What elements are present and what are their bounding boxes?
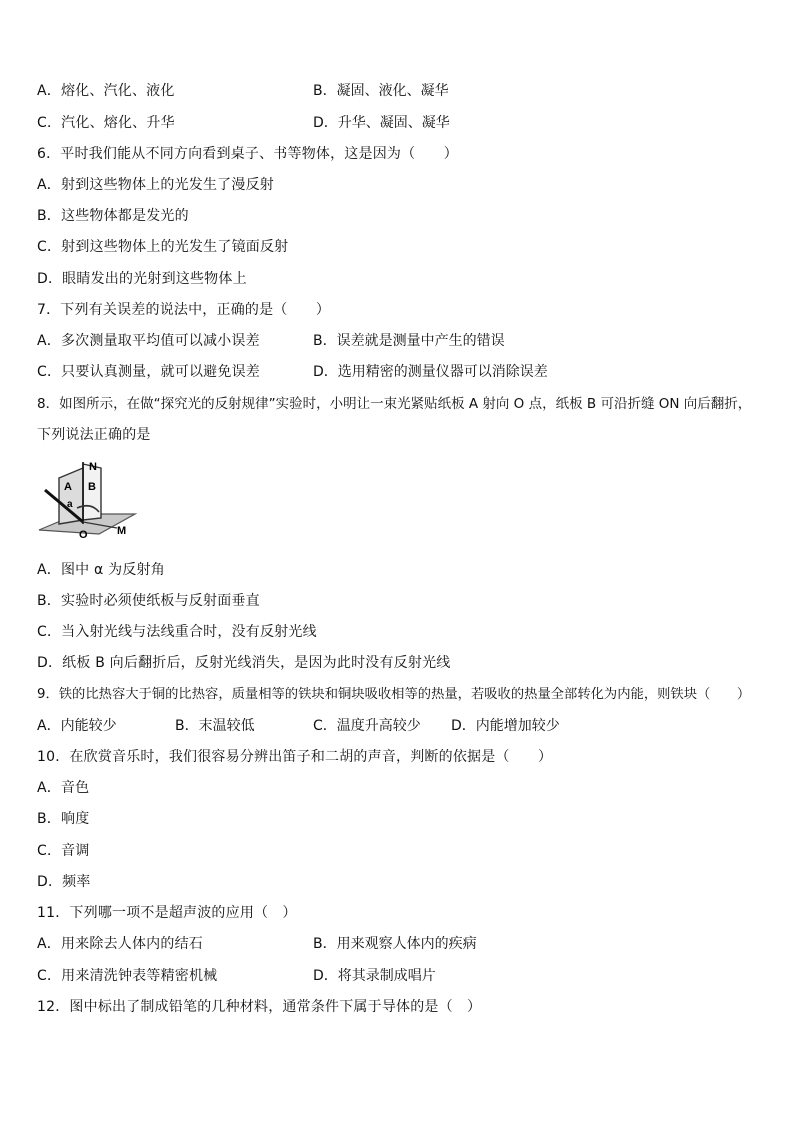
q7-option-d: D．选用精密的测量仪器可以消除误差 [313, 364, 548, 380]
q11-option-a: A．用来除去人体内的结石 [37, 936, 203, 952]
q5-option-c: C．汽化、熔化、升华 [37, 115, 175, 131]
q10-option-c: C．音调 [37, 843, 90, 859]
q9-options-row [37, 716, 757, 736]
q8-option-b: B．实验时必须使纸板与反射面垂直 [37, 593, 260, 609]
q9-option-d: D．内能增加较少 [451, 718, 560, 734]
q7-option-a: A．多次测量取平均值可以减小误差 [37, 333, 260, 349]
q12-stem: 12．图中标出了制成铅笔的几种材料，通常条件下属于导体的是（ ） [37, 999, 482, 1015]
q6-option-b: B．这些物体都是发光的 [37, 208, 189, 224]
q7-option-c: C．只要认真测量，就可以避免误差 [37, 364, 260, 380]
q11-stem: 11．下列哪一项不是超声波的应用（ ） [37, 905, 297, 921]
q11-option-b: B．用来观察人体内的疾病 [313, 936, 477, 952]
q9-stem: 9．铁的比热容大于铜的比热容，质量相等的铁块和铜块吸收相等的热量，若吸收的热量全部转化为内能，则铁块（ ） [37, 687, 751, 702]
q9-option-c: C．温度升高较少 [313, 718, 421, 734]
q10-option-a: A．音色 [37, 780, 90, 796]
label-m: M [117, 525, 127, 537]
q6-option-d: D．眼睛发出的光射到这些物体上 [37, 271, 247, 287]
q11-option-d: D．将其录制成唱片 [313, 968, 436, 984]
q8-option-a: A．图中 α 为反射角 [37, 562, 165, 578]
q8-option-c: C．当入射光线与法线重合时，没有反射光线 [37, 624, 317, 640]
q10-stem: 10．在欣赏音乐时，我们很容易分辨出笛子和二胡的声音，判断的依据是（ ） [37, 749, 553, 765]
q7-stem: 7．下列有关误差的说法中，正确的是（ ） [37, 302, 331, 318]
label-b: B [88, 481, 96, 493]
label-alpha: a [67, 499, 73, 510]
q8-stem-line1: 8．如图所示，在做“探究光的反射规律”实验时，小明让一束光紧贴纸板 A 射向 O 点，纸板 B 可沿折缝 ON 向后翻折， [37, 396, 752, 412]
q5-option-b: B．凝固、液化、凝华 [313, 83, 449, 99]
q9-option-a: A．内能较少 [37, 718, 117, 734]
q8-option-d: D．纸板 B 向后翻折后，反射光线消失，是因为此时没有反射光线 [37, 655, 451, 671]
q5-option-d: D．升华、凝固、凝华 [313, 115, 450, 131]
board-a [59, 468, 83, 524]
q7-option-b: B．误差就是测量中产生的错误 [313, 333, 505, 349]
q5-option-a: A．熔化、汽化、液化 [37, 83, 175, 99]
label-o: O [79, 529, 88, 541]
q6-stem: 6．平时我们能从不同方向看到桌子、书等物体，这是因为（ ） [37, 146, 458, 162]
reflection-experiment-figure [37, 458, 137, 544]
label-a: A [64, 481, 72, 493]
q9-option-b: B．末温较低 [175, 718, 255, 734]
q10-option-d: D．频率 [37, 874, 91, 890]
q8-stem-line2: 下列说法正确的是 [37, 427, 151, 443]
q6-option-c: C．射到这些物体上的光发生了镜面反射 [37, 239, 289, 255]
q11-option-c: C．用来清洗钟表等精密机械 [37, 968, 218, 984]
q10-option-b: B．响度 [37, 811, 90, 827]
label-n: N [89, 461, 97, 473]
q6-option-a: A．射到这些物体上的光发生了漫反射 [37, 177, 274, 193]
